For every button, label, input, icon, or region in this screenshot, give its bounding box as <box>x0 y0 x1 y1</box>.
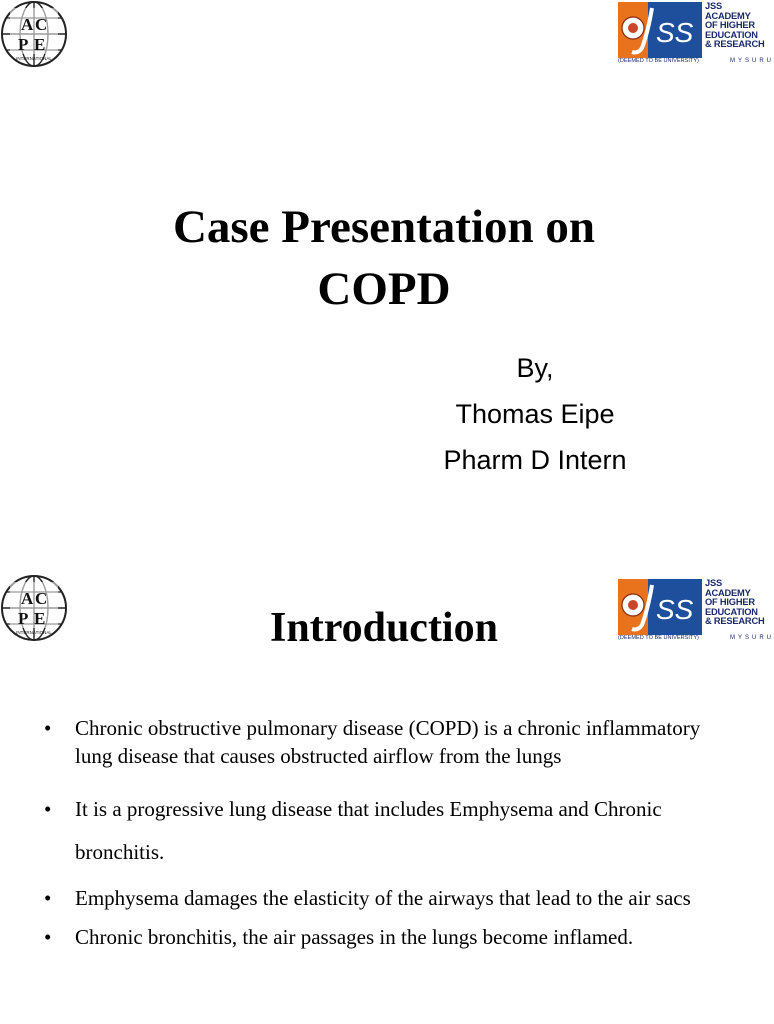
author-role: Pharm D Intern <box>443 445 627 475</box>
introduction-slide <box>0 566 774 1024</box>
list-item: • Chronic obstructive pulmonary disease (COPD) is a chronic inflammatory lung disease that causes obstructed airflow from the lungs <box>40 714 740 770</box>
svg-text:SS: SS <box>656 594 694 625</box>
svg-text:P: P <box>18 609 29 628</box>
svg-text:E: E <box>34 609 46 628</box>
jss-name: JSS ACADEMY OF HIGHER EDUCATION & RESEARCH <box>705 1 765 50</box>
svg-text:E: E <box>34 35 46 54</box>
jss-city-text: MYSURU <box>730 635 774 641</box>
svg-text:SS: SS <box>656 17 694 48</box>
acpe-logo <box>0 0 68 68</box>
jss-city-text: MYSURU <box>730 58 774 64</box>
presentation-title: Case Presentation on COPD <box>172 201 596 315</box>
svg-text:A: A <box>21 589 34 608</box>
jss-name: JSS ACADEMY OF HIGHER EDUCATION & RESEARCH <box>705 578 765 627</box>
jss-deemed-text: (DEEMED TO BE UNIVERSITY) <box>618 58 699 64</box>
author-name: Thomas Eipe <box>455 399 615 429</box>
svg-text:A: A <box>21 15 34 34</box>
jss-deemed-text: (DEEMED TO BE UNIVERSITY) <box>618 635 699 641</box>
slide-title: Introduction <box>270 605 498 651</box>
svg-text:C: C <box>35 589 48 608</box>
globe-icon <box>0 0 68 68</box>
svg-text:INTERNATIONAL: INTERNATIONAL <box>16 630 52 635</box>
bullet-list <box>40 714 740 951</box>
jss-logo <box>618 1 774 70</box>
jss-emblem-icon <box>618 2 702 58</box>
by-label: By, <box>516 353 554 383</box>
list-item: • Emphysema damages the elasticity of the airways that lead to the air sacs <box>40 877 740 920</box>
svg-text:C: C <box>35 15 48 34</box>
author-byline <box>390 345 680 483</box>
list-item: • Chronic bronchitis, the air passages in the lungs become inflamed. <box>40 923 740 951</box>
svg-text:P: P <box>18 35 29 54</box>
svg-text:INTERNATIONAL: INTERNATIONAL <box>16 56 52 61</box>
list-item: • It is a progressive lung disease that includes Emphysema and Chronic bronchitis. <box>40 788 740 874</box>
